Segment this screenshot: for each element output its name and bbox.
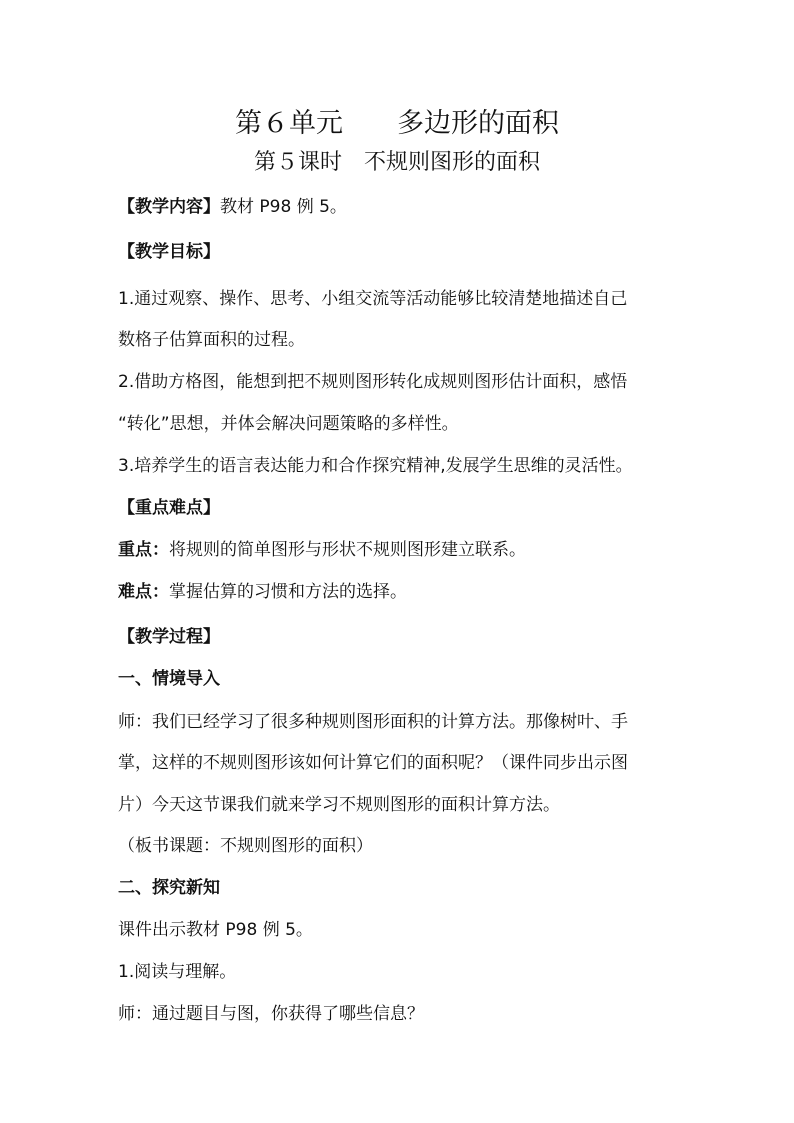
section2-line1: 课件出示教材 P98 例 5。 [118,920,313,940]
unit-title: 第６单元 多边形的面积 [235,108,559,139]
teaching-process-heading: 【教学过程】 [118,627,220,647]
section2-title: 二、探究新知 [118,878,220,898]
key-point-line [118,538,698,562]
section1-line2: 掌，这样的不规则图形该如何计算它们的面积呢？（课件同步出示图 [118,753,628,773]
goal2-line1: 2.借助方格图，能想到把不规则图形转化成规则图形估计面积，感悟 [118,372,628,392]
key-point-text: 将规则的简单图形与形状不规则图形建立联系。 [169,540,526,560]
difficulty-label: 难点： [118,582,169,602]
goal3: 3.培养学生的语言表达能力和合作探究精神,发展学生思维的灵活性。 [118,456,633,476]
section1-line3: 片）今天这节课我们就来学习不规则图形的面积计算方法。 [118,795,560,815]
section1-line1: 师：我们已经学习了很多种规则图形面积的计算方法。那像树叶、手 [118,712,628,732]
goal2-line2: “转化”思想，并体会解决问题策略的多样性。 [118,414,459,434]
teaching-goals-heading: 【教学目标】 [118,242,220,262]
teaching-content-label: 【教学内容】 [118,197,220,217]
goal1-line2: 数格子估算面积的过程。 [118,330,305,350]
key-point-label: 重点： [118,540,169,560]
teaching-content-line [118,195,698,219]
section2-line2: 1.阅读与理解。 [118,962,237,982]
section1-line4: （板书课题：不规则图形的面积） [118,836,373,856]
key-points-heading: 【重点难点】 [118,498,220,518]
section2-line3: 师：通过题目与图，你获得了哪些信息？ [118,1004,424,1024]
difficulty-text: 掌握估算的习惯和方法的选择。 [169,582,407,602]
lesson-title: 第５课时 不规则图形的面积 [253,150,540,175]
teaching-content-text: 教材 P98 例 5。 [220,197,347,217]
difficulty-line [118,580,698,604]
section1-title: 一、情境导入 [118,669,220,689]
goal1-line1: 1.通过观察、操作、思考、小组交流等活动能够比较清楚地描述自己 [118,289,628,309]
